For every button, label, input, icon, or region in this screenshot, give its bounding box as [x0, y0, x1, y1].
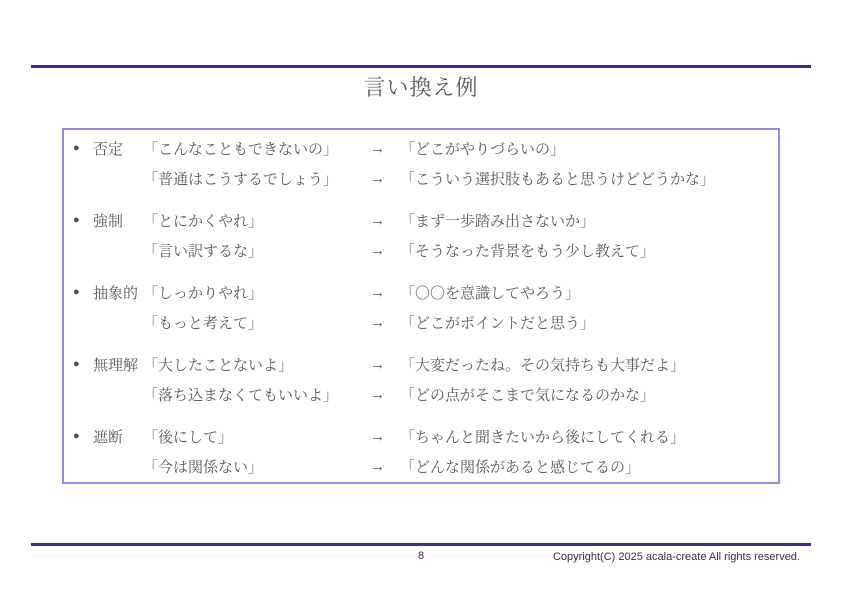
arrow-icon: → — [370, 169, 385, 187]
category-label: 否定 — [93, 140, 124, 158]
original-phrase: 「とにかくやれ」 — [143, 212, 264, 230]
rephrase-group — [73, 133, 778, 193]
rephrase-row — [73, 421, 778, 451]
replacement-phrase: 「どの点がそこまで気になるのかな」 — [400, 386, 656, 404]
bullet-icon: ● — [73, 142, 80, 154]
category-label: 強制 — [93, 212, 124, 230]
rephrase-row — [73, 277, 778, 307]
rephrase-row — [73, 205, 778, 235]
arrow-icon: → — [370, 139, 385, 157]
rephrase-group — [73, 349, 778, 409]
original-phrase: 「今は関係ない」 — [143, 458, 264, 476]
arrow-icon: → — [370, 385, 385, 403]
rephrase-row — [73, 235, 778, 265]
arrow-icon: → — [370, 457, 385, 475]
original-phrase: 「もっと考えて」 — [143, 314, 264, 332]
rephrase-group — [73, 421, 778, 481]
replacement-phrase: 「ちゃんと聞きたいから後にしてくれる」 — [400, 428, 686, 446]
bullet-icon: ● — [73, 286, 80, 298]
original-phrase: 「落ち込まなくてもいいよ」 — [143, 386, 339, 404]
bullet-icon: ● — [73, 358, 80, 370]
arrow-icon: → — [370, 241, 385, 259]
bullet-icon: ● — [73, 214, 80, 226]
arrow-icon: → — [370, 313, 385, 331]
rephrase-row — [73, 349, 778, 379]
page-title: 言い換え例 — [363, 75, 479, 100]
rephrase-group — [73, 277, 778, 337]
replacement-phrase: 「どこがポイントだと思う」 — [400, 314, 596, 332]
replacement-phrase: 「大変だったね。その気持ちも大事だよ」 — [400, 356, 686, 374]
original-phrase: 「こんなこともできないの」 — [143, 140, 339, 158]
arrow-icon: → — [370, 427, 385, 445]
arrow-icon: → — [370, 283, 385, 301]
arrow-icon: → — [370, 211, 385, 229]
bullet-icon: ● — [73, 430, 80, 442]
original-phrase: 「言い訳するな」 — [143, 242, 264, 260]
category-label: 無理解 — [93, 356, 139, 374]
page-number: 8 — [417, 550, 425, 562]
bottom-divider — [31, 543, 811, 546]
replacement-phrase: 「どんな関係があると感じてるの」 — [400, 458, 641, 476]
replacement-phrase: 「〇〇を意識してやろう」 — [400, 284, 581, 302]
arrow-icon: → — [370, 355, 385, 373]
rephrase-row — [73, 451, 778, 481]
top-divider — [31, 65, 811, 68]
replacement-phrase: 「そうなった背景をもう少し教えて」 — [400, 242, 656, 260]
category-label: 抽象的 — [93, 284, 139, 302]
original-phrase: 「しっかりやれ」 — [143, 284, 264, 302]
category-label: 遮断 — [93, 428, 124, 446]
replacement-phrase: 「まず一歩踏み出さないか」 — [400, 212, 596, 230]
original-phrase: 「後にして」 — [143, 428, 234, 446]
rephrase-row — [73, 163, 778, 193]
rephrase-row — [73, 379, 778, 409]
original-phrase: 「大したことないよ」 — [143, 356, 294, 374]
rephrase-row — [73, 307, 778, 337]
replacement-phrase: 「こういう選択肢もあると思うけどどうかな」 — [400, 170, 716, 188]
original-phrase: 「普通はこうするでしょう」 — [143, 170, 338, 188]
copyright-text: Copyright(C) 2025 acala-create All rights reserved. — [552, 551, 800, 563]
rephrase-row — [73, 133, 778, 163]
rephrase-table — [62, 128, 780, 484]
rephrase-group — [73, 205, 778, 265]
replacement-phrase: 「どこがやりづらいの」 — [400, 140, 566, 158]
